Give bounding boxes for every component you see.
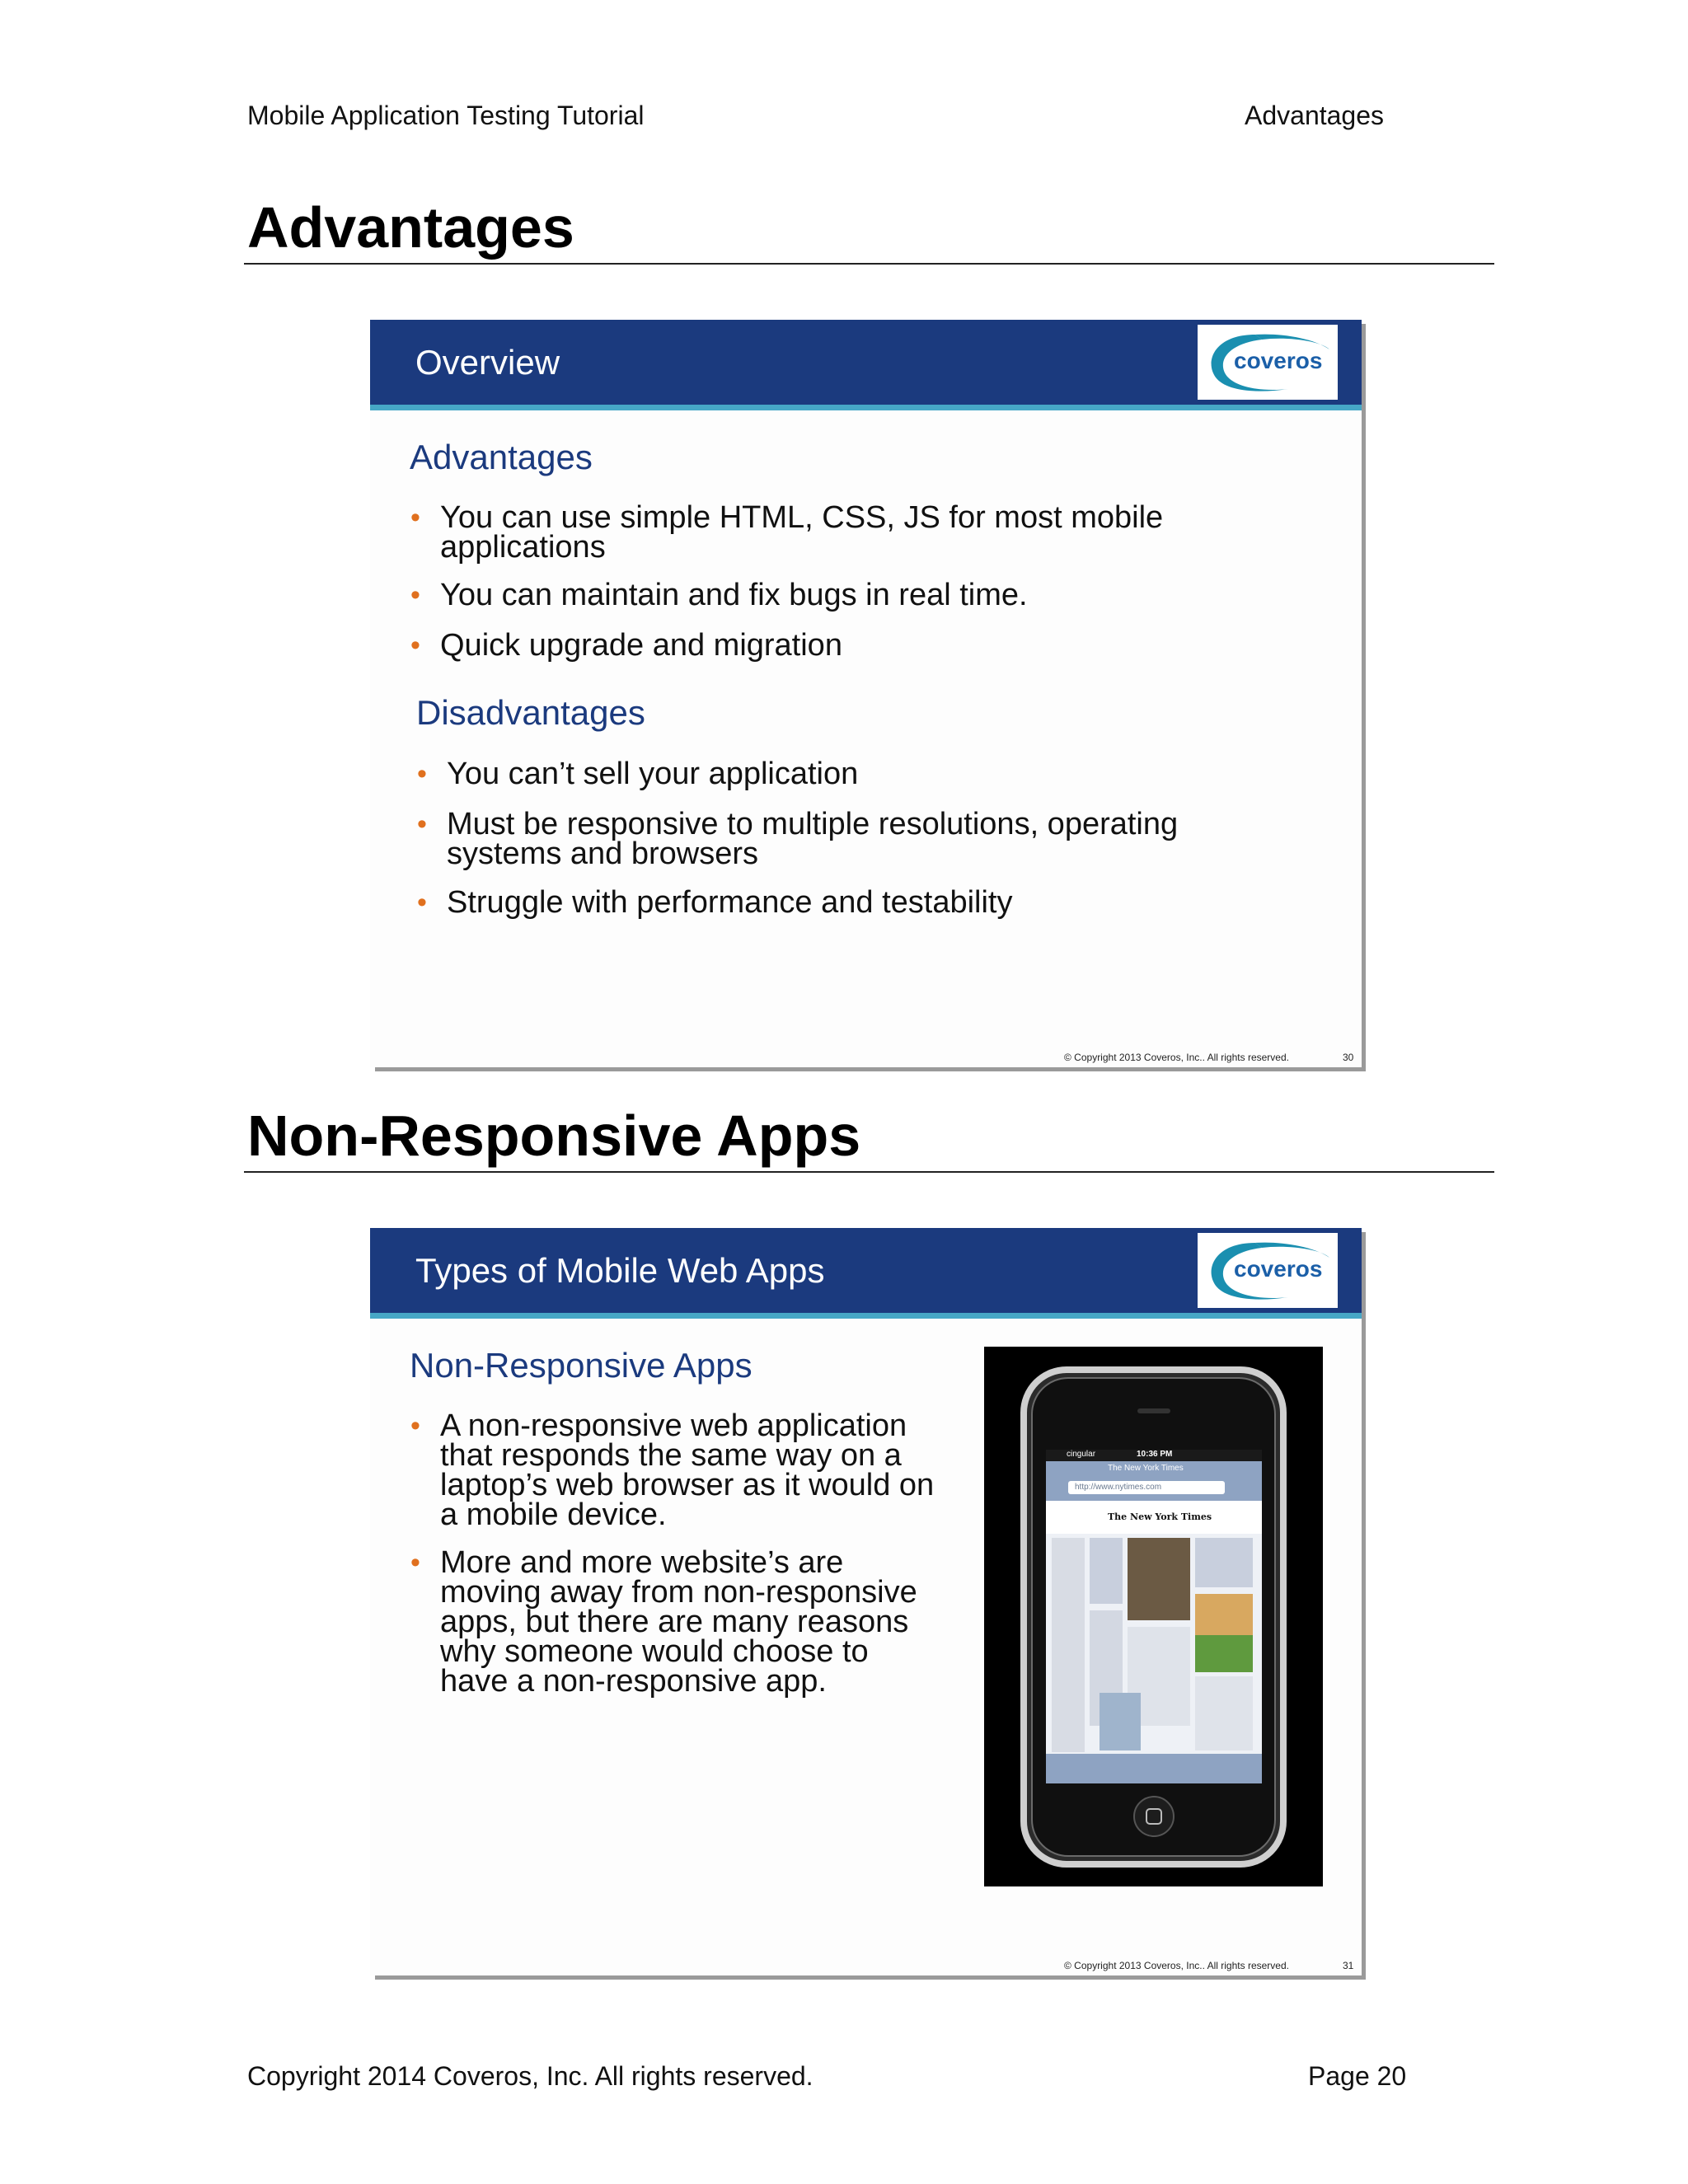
bullet-text: A non-responsive web application that responds the same way on a laptop’s web browser as it would on a mobile device.: [440, 1408, 935, 1532]
running-header-title: Mobile Application Testing Tutorial: [247, 101, 645, 130]
phone-time: 10:36 PM: [1137, 1450, 1173, 1459]
phone-url: http://www.nytimes.com: [1075, 1483, 1162, 1492]
phone-carrier: cingular: [1067, 1450, 1096, 1459]
section-title-advantages: Advantages: [247, 195, 574, 260]
slide-shadow: [1362, 1232, 1366, 1980]
section-title-non-responsive: Non-Responsive Apps: [247, 1104, 861, 1168]
bullet-text: You can use simple HTML, CSS, JS for most mobile applications: [440, 500, 1164, 565]
slide-shadow: [375, 1067, 1366, 1071]
logo-wordmark: coveros: [1234, 1256, 1323, 1282]
running-header-section: Advantages: [1245, 101, 1385, 130]
bullet-item: • You can use simple HTML, CSS, JS for most mobile applications: [410, 500, 1164, 565]
section-rule: [244, 263, 1494, 265]
bullet-item: • You can’t sell your application: [417, 757, 859, 791]
bullet-text: Quick upgrade and migration: [440, 628, 842, 663]
slide-copyright: © Copyright 2013 Coveros, Inc.. All rights reserved.: [1064, 1052, 1289, 1063]
footer-page-number: Page 20: [1308, 2061, 1407, 2091]
slide-copyright: © Copyright 2013 Coveros, Inc.. All rights reserved.: [1064, 1960, 1289, 1971]
slide-number: 30: [1343, 1052, 1354, 1063]
footer-copyright: Copyright 2014 Coveros, Inc. All rights reserved.: [247, 2061, 814, 2091]
slide-title: Overview: [415, 343, 560, 382]
bullet-item: • A non-responsive web application that responds the same way on a laptop’s web browser as it would on a mobile device.: [410, 1408, 935, 1532]
slide-overview: [370, 320, 1362, 1067]
coveros-logo: [1198, 1233, 1338, 1308]
slide-number: 31: [1343, 1960, 1354, 1971]
bullet-item: • Quick upgrade and migration: [410, 628, 842, 663]
bullet-item: • Struggle with performance and testability: [417, 885, 1013, 920]
phone-masthead: The New York Times: [1108, 1511, 1212, 1522]
bullet-item: • Must be responsive to multiple resolutions, operating systems and browsers: [417, 807, 1179, 871]
phone-page-title: The New York Times: [1108, 1464, 1184, 1473]
coveros-logo: [1198, 325, 1338, 400]
slide-accent-line: [370, 405, 1362, 410]
slide-accent-line: [370, 1313, 1362, 1319]
bullet-text: You can’t sell your application: [447, 757, 859, 791]
bullet-text: Struggle with performance and testability: [447, 885, 1013, 920]
slide-shadow: [375, 1975, 1366, 1980]
logo-wordmark: coveros: [1234, 348, 1323, 373]
bullet-item: • You can maintain and fix bugs in real time.: [410, 578, 1028, 612]
section-rule: [244, 1171, 1494, 1173]
bullet-text: More and more website’s are moving away from non-responsive apps, but there are many reasons why someone would choose to have a non-responsive app.: [440, 1545, 917, 1699]
slide-shadow: [1362, 324, 1366, 1071]
slide-title: Types of Mobile Web Apps: [415, 1251, 825, 1290]
subheading-disadvantages: Disadvantages: [416, 693, 645, 732]
bullet-text: You can maintain and fix bugs in real time.: [440, 578, 1028, 612]
bullet-item: • More and more website’s are moving away from non-responsive apps, but there are many reasons why someone would choose to have a non-responsive app.: [410, 1545, 917, 1699]
subheading-non-responsive: Non-Responsive Apps: [410, 1346, 753, 1385]
bullet-text: Must be responsive to multiple resolutions, operating systems and browsers: [447, 807, 1179, 871]
iphone-image: [984, 1347, 1323, 1886]
subheading-advantages: Advantages: [410, 438, 593, 476]
slide-types-of-web-apps: [370, 1228, 1362, 1975]
